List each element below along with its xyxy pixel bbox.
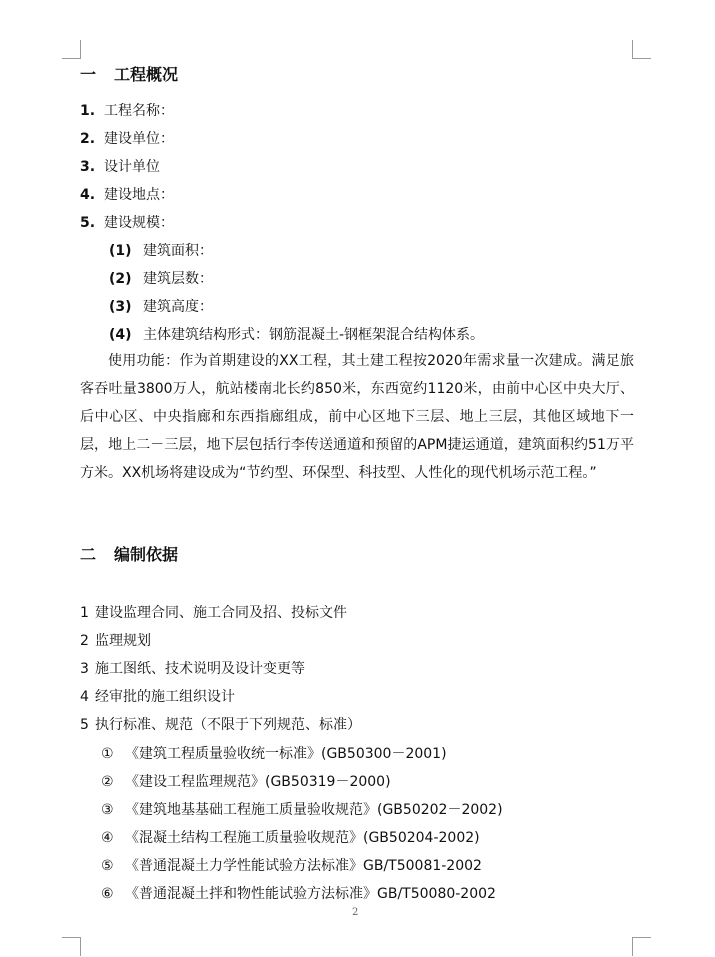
paragraph-text: 使用功能：作为首期建设的XX工程，其土建工程按2020年需求量一次建成。满足旅客吞吐量3800万人，航站楼南北长约850米，东西宽约1120米，由前中心区中央大厅、后中心区、中央指廊和东西指廊组成，前中心区地下三层、地上三层，其他区域地下一层，地上二－三层，地下层包括行李传送通道和预留的APM捷运通道，建筑面积约51万平方米。XX机场将建设成为“节约型、环保型、科技型、人性化的现代机场示范工程。” (80, 353, 634, 481)
standard-item: ④ 《混凝土结构工程施工质量验收规范》(GB50204-2002) (101, 830, 480, 846)
crop-mark-bottom-right (632, 937, 651, 956)
standard-item: ② 《建设工程监理规范》(GB50319－2000) (101, 774, 391, 790)
section-1-number: 一 (80, 65, 97, 84)
sub-list-item: (3) 建筑高度： (109, 299, 213, 315)
standard-item: ① 《建筑工程质量验收统一标准》(GB50300－2001) (101, 746, 447, 762)
sub-list-item: (4) 主体建筑结构形式：钢筋混凝土-钢框架混合结构体系。 (109, 327, 485, 343)
list-item: 4 经审批的施工组织设计 (80, 689, 235, 705)
list-item: 1. 工程名称： (80, 103, 174, 119)
list-item: 2 监理规划 (80, 633, 151, 649)
crop-mark-bottom-left (62, 937, 81, 956)
sub-list-item: (2) 建筑层数： (109, 271, 213, 287)
crop-mark-top-left (62, 40, 81, 59)
crop-mark-top-right (632, 40, 651, 59)
section-2-title: 编制依据 (114, 545, 179, 564)
list-item: 2. 建设单位： (80, 131, 174, 147)
usage-paragraph (80, 347, 634, 487)
section-1-heading (80, 62, 178, 85)
section-1-title: 工程概况 (114, 65, 179, 84)
list-item: 5 执行标准、规范（不限于下列规范、标准） (80, 717, 361, 733)
section-2-number: 二 (80, 545, 97, 564)
standard-item: ⑤ 《普通混凝土力学性能试验方法标准》GB/T50081-2002 (101, 858, 482, 874)
section-2-heading (80, 542, 178, 565)
sub-list-item: (1) 建筑面积： (109, 243, 213, 259)
list-item: 3 施工图纸、技术说明及设计变更等 (80, 661, 305, 677)
list-item: 3. 设计单位 (80, 159, 160, 175)
list-item: 1 建设监理合同、施工合同及招、投标文件 (80, 605, 347, 621)
list-item: 4. 建设地点： (80, 187, 174, 203)
list-item: 5. 建设规模： (80, 215, 174, 231)
standard-item: ⑥ 《普通混凝土拌和物性能试验方法标准》GB/T50080-2002 (101, 886, 496, 902)
standard-item: ③ 《建筑地基基础工程施工质量验收规范》(GB50202－2002) (101, 802, 503, 818)
page-number: 2 (352, 907, 359, 918)
